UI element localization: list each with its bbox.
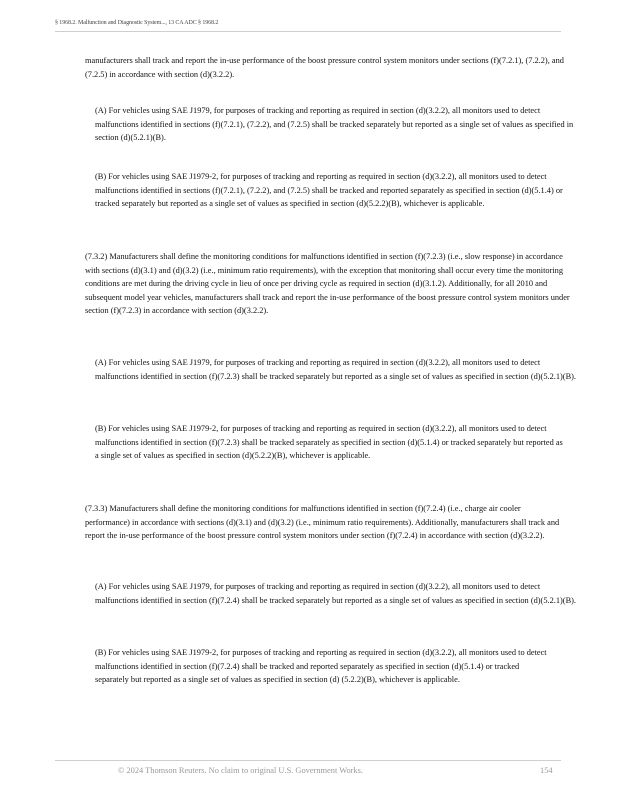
paragraph-7-3-3-a: (A) For vehicles using SAE J1979, for purposes of tracking and reporting as required in section (d)(3.2.2), all monitors used to detect malfunctions identified in section (f)(7.2.4) shall be tracked separately but reported as a single set of values as specified in section (d)(5.2.1)(B). (95, 582, 577, 605)
paragraph-continuation: manufacturers shall track and report the in-use performance of the boost pressure control system monitors under sections (f)(7.2.1), (7.2.2), and (7.2.5) in accordance with section (d)(3.2.2). (85, 56, 564, 79)
paragraph-7-3-3-b: (B) For vehicles using SAE J1979-2, for purposes of tracking and reporting as required in section (d)(3.2.2), all monitors used to detect malfunctions identified in section (f)(7.2.4) shall be tracked and reported separately as specified in section (d)(5.1.4) or tracked separately but reported as a single set of values as specified in section (d) (5.2.2)(B), whichever is applicable. (95, 648, 547, 685)
paragraph-7-3-2: (7.3.2) Manufacturers shall define the monitoring conditions for malfunctions identified in section (f)(7.2.3) (i.e., slow response) in accordance with sections (d)(3.1) and (d)(3.2) (i.e., minimum ratio requirements), with the exception that monitoring shall occur every time the monitoring conditions are met during the driving cycle in lieu of once per driving cycle as required in section (d)(3.1.2). Additionally, for all 2010 and subsequent model year vehicles, manufacturers shall track and report the in-use performance of the boost pressure control system monitors under section (f)(7.2.3) in accordance with section (d)(3.2.2). (85, 252, 570, 316)
footer-divider (55, 760, 561, 761)
paragraph-7-3-1-a: (A) For vehicles using SAE J1979, for purposes of tracking and reporting as required in section (d)(3.2.2), all monitors used to detect malfunctions identified in sections (f)(7.2.1), (7.2.2), and (7.2.5) shall be tracked separately but reported as a single set of values as specified in section (d)(5.2.1)(B). (95, 106, 574, 143)
paragraph-7-3-2-b: (B) For vehicles using SAE J1979-2, for purposes of tracking and reporting as required in section (d)(3.2.2), all monitors used to detect malfunctions identified in section (f)(7.2.3) shall be tracked separately as specified in section (d)(5.1.4) or tracked separately but reported as a single set of values as specified in section (d)(5.2.2)(B), whichever is applicable. (95, 424, 563, 461)
page-number: 154 (540, 766, 553, 775)
running-header: § 1968.2. Malfunction and Diagnostic System..., 13 CA ADC § 1968.2 (55, 20, 219, 26)
paragraph-7-3-2-a: (A) For vehicles using SAE J1979, for purposes of tracking and reporting as required in section (d)(3.2.2), all monitors used to detect malfunctions identified in section (f)(7.2.3) shall be tracked separately but reported as a single set of values as specified in section (d)(5.2.1)(B). (95, 358, 577, 381)
paragraph-7-3-1-b: (B) For vehicles using SAE J1979-2, for purposes of tracking and reporting as required in section (d)(3.2.2), all monitors used to detect malfunctions identified in sections (f)(7.2.1), (7.2.2), and (7.2.5) shall be tracked and reported separately as specified in section (d)(5.1.4) or tracked separately but reported as a single set of values as specified in section (d)(5.2.2)(B), whichever is applicable. (95, 172, 563, 209)
header-divider (55, 31, 561, 32)
paragraph-7-3-3: (7.3.3) Manufacturers shall define the monitoring conditions for malfunctions identified in section (f)(7.2.4) (i.e., charge air cooler performance) in accordance with sections (d)(3.1) and (d)(3.2) (i.e., minimum ratio requirements). Additionally, manufacturers shall track and report the in-use performance of the boost pressure control system monitors under section (f)(7.2.4) in accordance with section (d)(3.2.2). (85, 504, 560, 541)
copyright-notice: © 2024 Thomson Reuters. No claim to original U.S. Government Works. (118, 766, 363, 775)
